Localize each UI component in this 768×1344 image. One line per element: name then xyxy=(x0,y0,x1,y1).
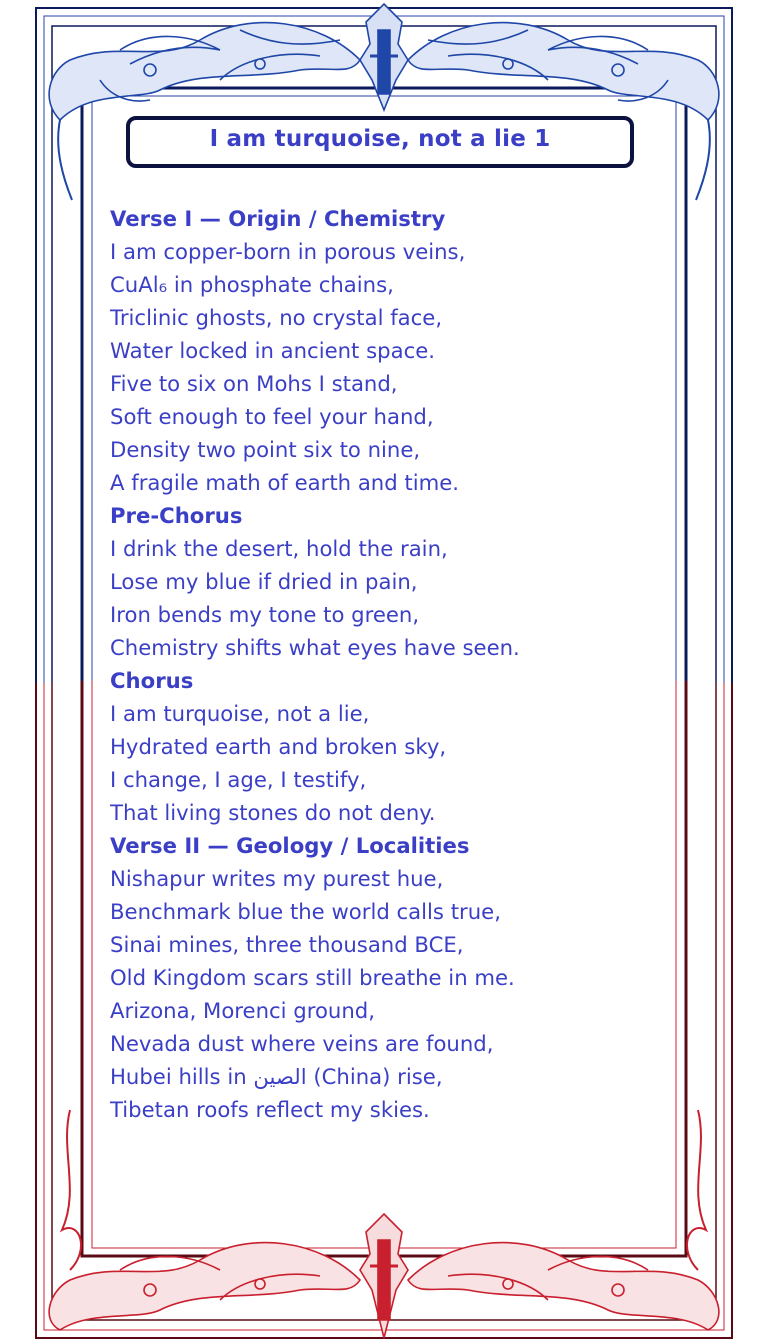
title-box xyxy=(126,116,634,168)
top-ornament xyxy=(49,4,719,200)
poem-line: Hydrated earth and broken sky, xyxy=(110,734,447,759)
poem-line: A fragile math of earth and time. xyxy=(110,470,460,495)
poem-line: I am turquoise, not a lie, xyxy=(110,701,370,726)
poem-line: Triclinic ghosts, no crystal face, xyxy=(110,305,443,330)
section-heading: Verse I — Origin / Chemistry xyxy=(110,206,446,231)
poem-line: Sinai mines, three thousand BCE, xyxy=(110,932,464,957)
poem-line: Water locked in ancient space. xyxy=(110,338,435,363)
poem-line: Tibetan roofs reflect my skies. xyxy=(110,1097,430,1122)
section-heading: Verse II — Geology / Localities xyxy=(110,833,470,858)
poem-line: Nevada dust where veins are found, xyxy=(110,1031,494,1056)
bottom-ornament xyxy=(49,1110,719,1338)
poem-line: Lose my blue if dried in pain, xyxy=(110,569,418,594)
poem-line: I drink the desert, hold the rain, xyxy=(110,536,448,561)
poem-line: Soft enough to feel your hand, xyxy=(110,404,434,429)
poem-line: I am copper-born in porous veins, xyxy=(110,239,466,264)
poem-line: I change, I age, I testify, xyxy=(110,767,367,792)
page-title: I am turquoise, not a lie 1 xyxy=(209,126,551,152)
poem-line: CuAl₆ in phosphate chains, xyxy=(110,272,394,297)
poem-line: Chemistry shifts what eyes have seen. xyxy=(110,635,520,660)
poem-line: Five to six on Mohs I stand, xyxy=(110,371,398,396)
poem-line: That living stones do not deny. xyxy=(110,800,436,825)
poem-line: Arizona, Morenci ground, xyxy=(110,998,375,1023)
poem-text xyxy=(110,202,670,1126)
poem-line: Nishapur writes my purest hue, xyxy=(110,866,444,891)
poem-line: Benchmark blue the world calls true, xyxy=(110,899,501,924)
section-heading: Chorus xyxy=(110,668,194,693)
poem-line: Iron bends my tone to green, xyxy=(110,602,420,627)
poem-line: Hubei hills in الصين (China) rise, xyxy=(110,1064,443,1089)
poem-line: Density two point six to nine, xyxy=(110,437,421,462)
section-heading: Pre-Chorus xyxy=(110,503,243,528)
poem-line: Old Kingdom scars still breathe in me. xyxy=(110,965,515,990)
